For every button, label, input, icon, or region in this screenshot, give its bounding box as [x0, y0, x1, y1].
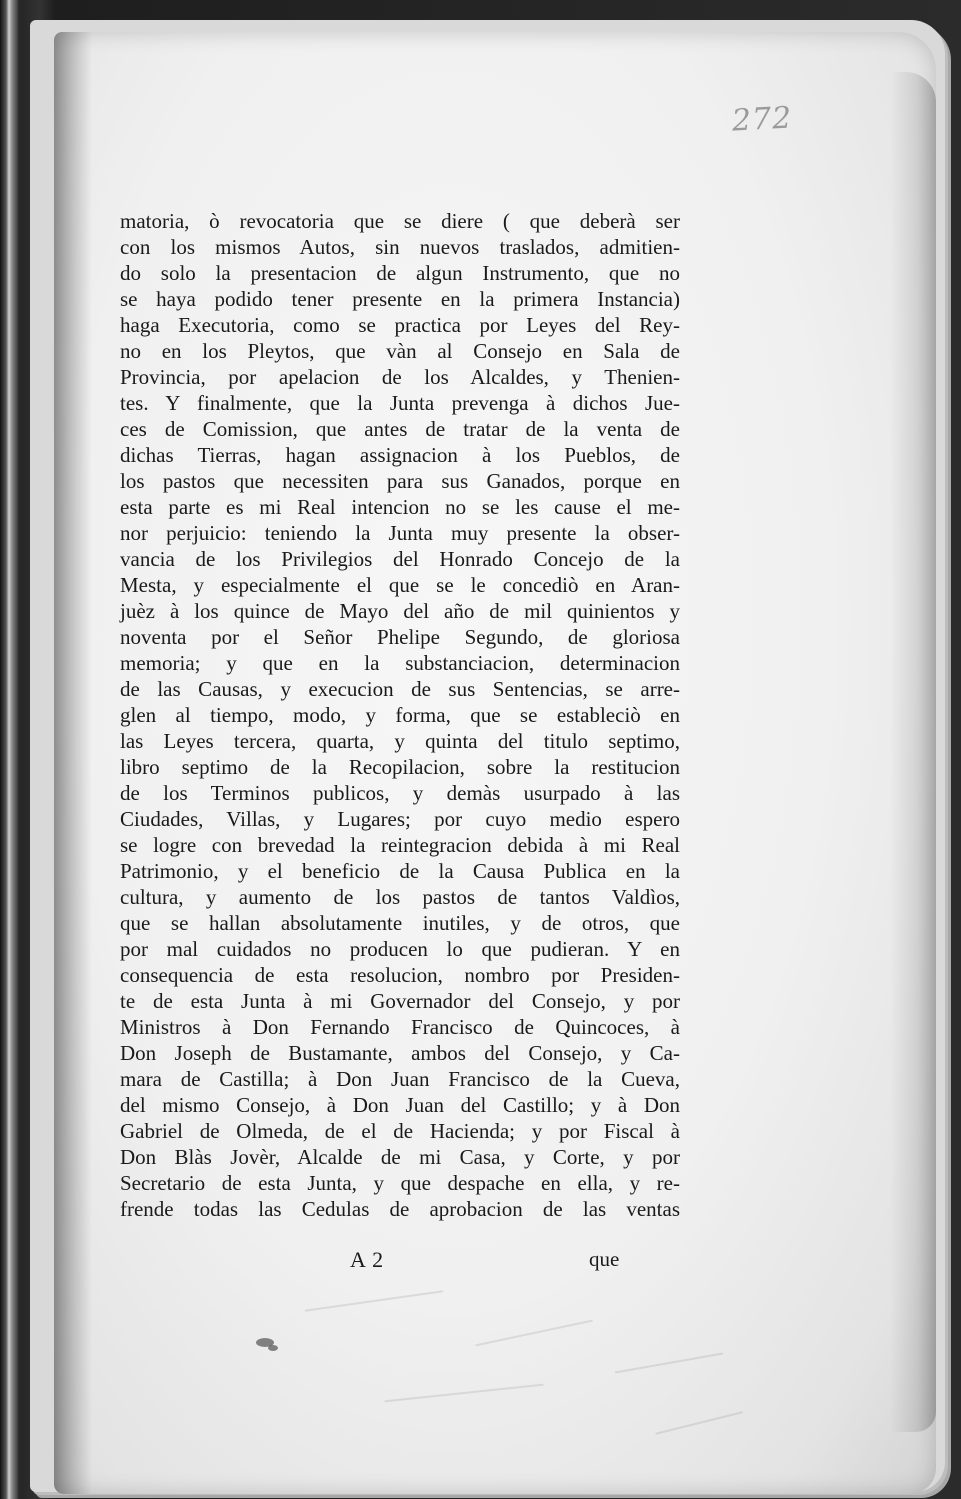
ink-smudge	[268, 1345, 278, 1351]
page-stack	[30, 20, 945, 1492]
text-line: con los mismos Autos, sin nuevos traslados, admitien-	[120, 235, 680, 259]
text-line: esta parte es mi Real intencion no se les cause el me-	[120, 495, 680, 519]
text-line: los pastos que necessiten para sus Ganados, porque en	[120, 469, 680, 493]
text-line: Mesta, y especialmente el que se le concediò en Aran-	[120, 573, 680, 597]
text-line: nor perjuicio: teniendo la Junta muy presente la obser-	[120, 521, 680, 545]
binding-shadow	[54, 32, 92, 1494]
text-line: vancia de los Privilegios del Honrado Concejo de la	[120, 547, 680, 571]
text-line: memoria; y que en la substanciacion, determinacion	[120, 651, 680, 675]
show-through-mark	[384, 1384, 543, 1403]
text-line: se logre con brevedad la reintegracion debida à mi Real	[120, 833, 680, 857]
text-line: Don Joseph de Bustamante, ambos del Consejo, y Ca-	[120, 1041, 680, 1065]
text-line: tes. Y finalmente, que la Junta prevenga à dichos Jue-	[120, 391, 680, 415]
text-line: frende todas las Cedulas de aprobacion de las ventas	[120, 1197, 680, 1221]
text-line: glen al tiempo, modo, y forma, que se estableciò en	[120, 703, 680, 727]
show-through-mark	[615, 1352, 724, 1373]
text-line: por mal cuidados no producen lo que pudieran. Y en	[120, 937, 680, 961]
text-line: que se hallan absolutamente inutiles, y de otros, que	[120, 911, 680, 935]
text-line: las Leyes tercera, quarta, y quinta del titulo septimo,	[120, 729, 680, 753]
text-line: Patrimonio, y el beneficio de la Causa Publica en la	[120, 859, 680, 883]
text-line: Don Blàs Jovèr, Alcalde de mi Casa, y Corte, y por	[120, 1145, 680, 1169]
document-page	[54, 32, 936, 1494]
text-line: noventa por el Señor Phelipe Segundo, de gloriosa	[120, 625, 680, 649]
text-line: libro septimo de la Recopilacion, sobre la restitucion	[120, 755, 680, 779]
text-line: mara de Castilla; à Don Juan Francisco de la Cueva,	[120, 1067, 680, 1091]
text-line: matoria, ò revocatoria que se diere ( que deberà ser	[120, 209, 680, 233]
show-through-mark	[655, 1411, 743, 1435]
text-line: juèz à los quince de Mayo del año de mil quinientos y	[120, 599, 680, 623]
text-line: consequencia de esta resolucion, nombro por Presiden-	[120, 963, 680, 987]
text-line: Gabriel de Olmeda, de el de Hacienda; y por Fiscal à	[120, 1119, 680, 1143]
text-line: de los Terminos publicos, y demàs usurpado à las	[120, 781, 680, 805]
text-line: cultura, y aumento de los pastos de tantos Valdìos,	[120, 885, 680, 909]
facing-page-edge	[0, 0, 18, 1499]
text-line: de las Causas, y execucion de sus Sentencias, se arre-	[120, 677, 680, 701]
text-line: se haya podido tener presente en la primera Instancia)	[120, 287, 680, 311]
text-line: Ministros à Don Fernando Francisco de Quincoces, à	[120, 1015, 680, 1039]
body-text	[120, 208, 680, 1222]
text-line: Ciudades, Villas, y Lugares; por cuyo medio espero	[120, 807, 680, 831]
folio-number: 272	[731, 100, 794, 139]
text-line: te de esta Junta à mi Governador del Consejo, y por	[120, 989, 680, 1013]
text-line: Secretario de esta Junta, y que despache en ella, y re-	[120, 1171, 680, 1195]
text-line: del mismo Consejo, à Don Juan del Castillo; y à Don	[120, 1093, 680, 1117]
text-line: ces de Comission, que antes de tratar de la venta de	[120, 417, 680, 441]
text-line: do solo la presentacion de algun Instrumento, que no	[120, 261, 680, 285]
signature-mark: A 2	[350, 1247, 385, 1272]
text-line: haga Executoria, como se practica por Leyes del Rey-	[120, 313, 680, 337]
text-line: no en los Pleytos, que vàn al Consejo en Sala de	[120, 339, 680, 363]
text-line: dichas Tierras, hagan assignacion à los Pueblos, de	[120, 443, 680, 467]
show-through-mark	[475, 1320, 593, 1347]
text-line: Provincia, por apelacion de los Alcaldes, y Thenien-	[120, 365, 680, 389]
show-through-mark	[305, 1290, 444, 1311]
catchword: que	[589, 1247, 620, 1271]
